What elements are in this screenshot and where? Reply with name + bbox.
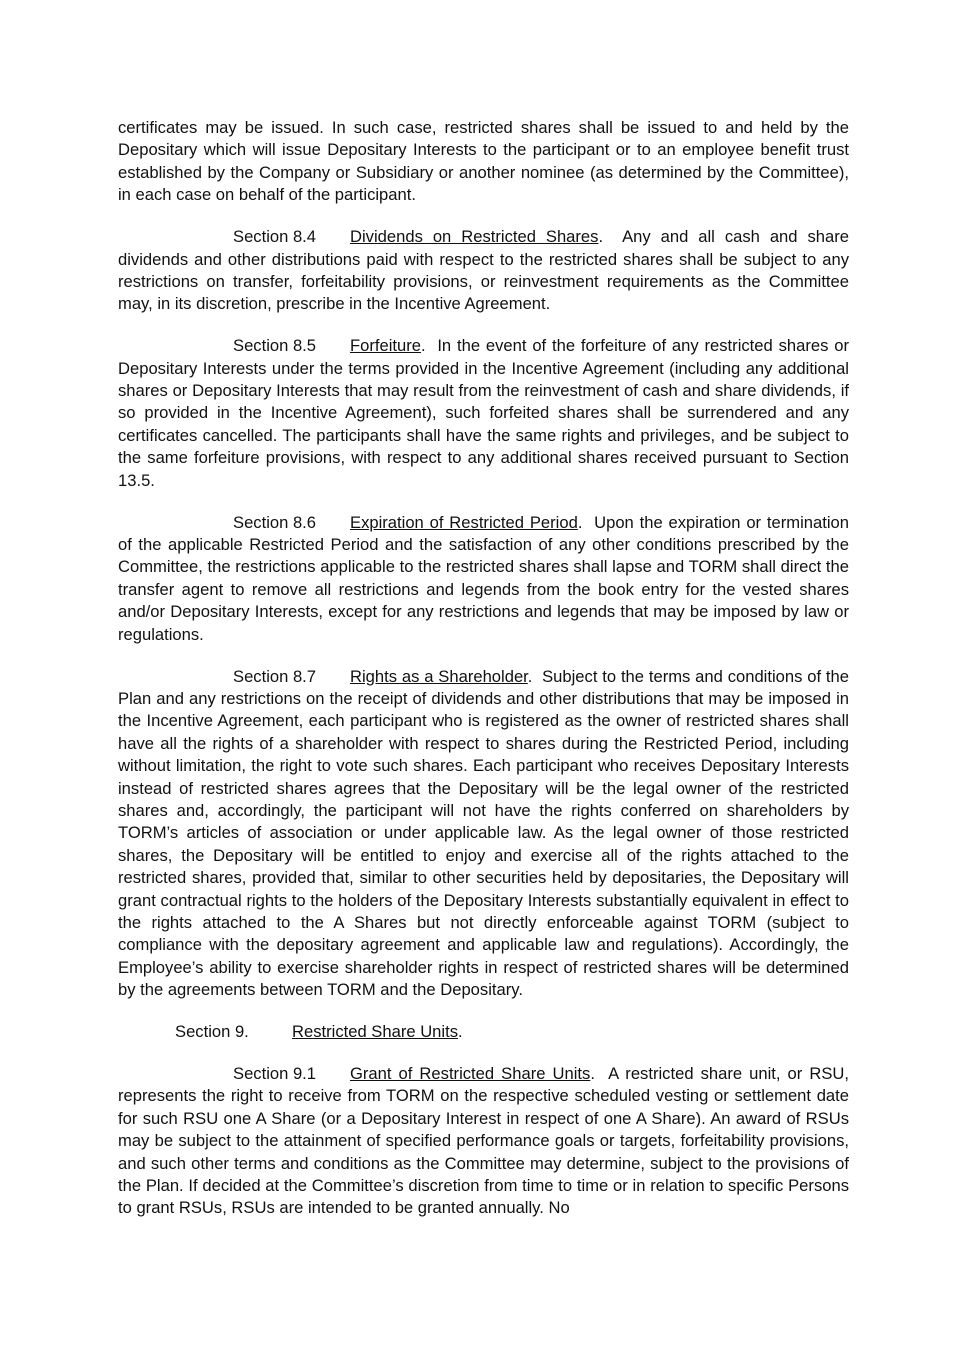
section-8-6: Section 8.6 Expiration of Restricted Period. Upon the expiration or termination of the applicable Restricted Period and the satisfaction of any other conditions prescribed by the Committee, the restrictions applicable to the restricted shares shall lapse and TORM shall direct the transfer agent to remove all restrictions and legends from the book entry for the vested shares and/or Depositary Interests, except for any restrictions and legends that may be imposed by law or regulations. bbox=[118, 512, 849, 644]
section-title: Dividends on Restricted Shares bbox=[350, 227, 599, 247]
section-8-7: Section 8.7 Rights as a Shareholder. Subject to the terms and conditions of the Plan and any restrictions on the receipt of dividends and other distributions that may be imposed in the Incentive Agreement, each participant who is registered as the owner of restricted shares shall have all the rights of a shareholder with respect to shares during the Restricted Period, including without limitation, the right to vote such shares. Each participant who receives Depositary Interests instead of restricted shares agrees that the Depositary will be the legal owner of the restricted shares and, accordingly, the participant will not have the rights conferred on shareholders by TORM’s articles of association or under applicable law. As the legal owner of those restricted shares, the Depositary will be entitled to enjoy and exercise all of the rights attached to the restricted shares, provided that, similar to other securities held by depositaries, the Depositary will grant contractual rights to the holders of the Depositary Interests substantially equivalent in effect to the rights attached to the A Shares but not directly enforceable against TORM (subject to compliance with the depositary agreement and applicable law and regulations). Accordingly, the Employee’s ability to exercise shareholder rights in respect of restricted shares will be determined by the agreements between TORM and the Depositary. bbox=[118, 666, 849, 1000]
section-number: Section 8.6 bbox=[233, 512, 317, 532]
section-body: In the event of the forfeiture of any restricted shares or Depositary Interests under the terms provided in the Incentive Agreement (including any additional shares or Depositary Interests that may result from the reinvestment of cash and share dividends, if so provided in the Incentive Agreement), such forfeited shares shall be surrendered and any certificates cancelled. The participants shall have the same rights and privileges, and be subject to the same forfeiture provisions, with respect to any additional shares received pursuant to Section 13.5. bbox=[118, 336, 849, 490]
section-title: Forfeiture bbox=[350, 336, 422, 356]
section-number: Section 8.5 bbox=[233, 336, 317, 356]
section-number: Section 9. bbox=[175, 1022, 249, 1042]
document-page bbox=[118, 117, 849, 1239]
section-9-1: Section 9.1 Grant of Restricted Share Units. A restricted share unit, or RSU, represents the right to receive from TORM on the respective scheduled vesting or settlement date for such RSU one A Share (or a Depositary Interest in respect of one A Share). An award of RSUs may be subject to the attainment of specified performance goals or targets, forfeitability provisions, and such other terms and conditions as the Committee may determine, subject to the provisions of the Plan. If decided at the Committee’s discretion from time to time or in relation to specific Persons to grant RSUs, RSUs are intended to be granted annually. No bbox=[118, 1064, 850, 1218]
section-body: A restricted share unit, or RSU, represents the right to receive from TORM on the respective scheduled vesting or settlement date for such RSU one A Share (or a Depositary Interest in respect of one A Share). An award of RSUs may be subject to the attainment of specified performance goals or targets, forfeitability provisions, and such other terms and conditions as the Committee may determine, subject to the provisions of the Plan. If decided at the Committee’s discretion from time to time or in relation to specific Persons to grant RSUs, RSUs are intended to be granted annually. No bbox=[118, 1064, 850, 1218]
section-9-heading: Section 9. Restricted Share Units. bbox=[118, 1021, 849, 1043]
section-title: Grant of Restricted Share Units bbox=[350, 1064, 591, 1084]
section-body: Any and all cash and share dividends and other distributions paid with respect to the restricted shares shall be subject to any restrictions on transfer, forfeitability provisions, or reinvestment requirements as the Committee may, in its discretion, prescribe in the Incentive Agreement. bbox=[118, 227, 849, 314]
section-number: Section 8.4 bbox=[233, 227, 317, 247]
section-title: Rights as a Shareholder bbox=[350, 666, 528, 686]
section-title: Expiration of Restricted Period bbox=[350, 512, 578, 532]
section-number: Section 9.1 bbox=[233, 1064, 317, 1084]
section-body: Subject to the terms and conditions of the Plan and any restrictions on the receipt of dividends and other distributions that may be imposed in the Incentive Agreement, each participant who is registered as the owner of restricted shares shall have all the rights of a shareholder with respect to shares during the Restricted Period, including without limitation, the right to vote such shares. Each participant who receives Depositary Interests instead of restricted shares agrees that the Depositary will be the legal owner of the restricted shares and, accordingly, the participant will not have the rights conferred on shareholders by TORM’s articles of association or under applicable law. As the legal owner of those restricted shares, the Depositary will be entitled to enjoy and exercise all of the rights attached to the restricted shares, provided that, similar to other securities held by depositaries, the Depositary will grant contractual rights to the holders of the Depositary Interests substantially equivalent in effect to the rights attached to the A Shares but not directly enforceable against TORM (subject to compliance with the depositary agreement and applicable law and regulations). Accordingly, the Employee’s ability to exercise shareholder rights in respect of restricted shares will be determined by the agreements between TORM and the Depositary. bbox=[118, 666, 849, 1000]
paragraph-continuation: certificates may be issued. In such case, restricted shares shall be issued to and held by the Depositary which will issue Depositary Interests to the participant or to an employee benefit trust established by the Company or Subsidiary or another nominee (as determined by the Committee), in each case on behalf of the participant. bbox=[118, 118, 849, 205]
section-body: Upon the expiration or termination of the applicable Restricted Period and the satisfaction of any other conditions prescribed by the Committee, the restrictions applicable to the restricted shares shall lapse and TORM shall direct the transfer agent to remove all restrictions and legends from the book entry for the vested shares and/or Depositary Interests, except for any restrictions and legends that may be imposed by law or regulations. bbox=[118, 512, 849, 644]
section-8-5: Section 8.5 Forfeiture. In the event of the forfeiture of any restricted shares or Depositary Interests under the terms provided in the Incentive Agreement (including any additional shares or Depositary Interests that may result from the reinvestment of cash and share dividends, if so provided in the Incentive Agreement), such forfeited shares shall be surrendered and any certificates cancelled. The participants shall have the same rights and privileges, and be subject to the same forfeiture provisions, with respect to any additional shares received pursuant to Section 13.5. bbox=[118, 336, 849, 490]
section-number: Section 8.7 bbox=[233, 666, 317, 686]
section-8-4: Section 8.4 Dividends on Restricted Shares. Any and all cash and share dividends and other distributions paid with respect to the restricted shares shall be subject to any restrictions on transfer, forfeitability provisions, or reinvestment requirements as the Committee may, in its discretion, prescribe in the Incentive Agreement. bbox=[118, 227, 849, 314]
section-title: Restricted Share Units bbox=[292, 1022, 459, 1042]
